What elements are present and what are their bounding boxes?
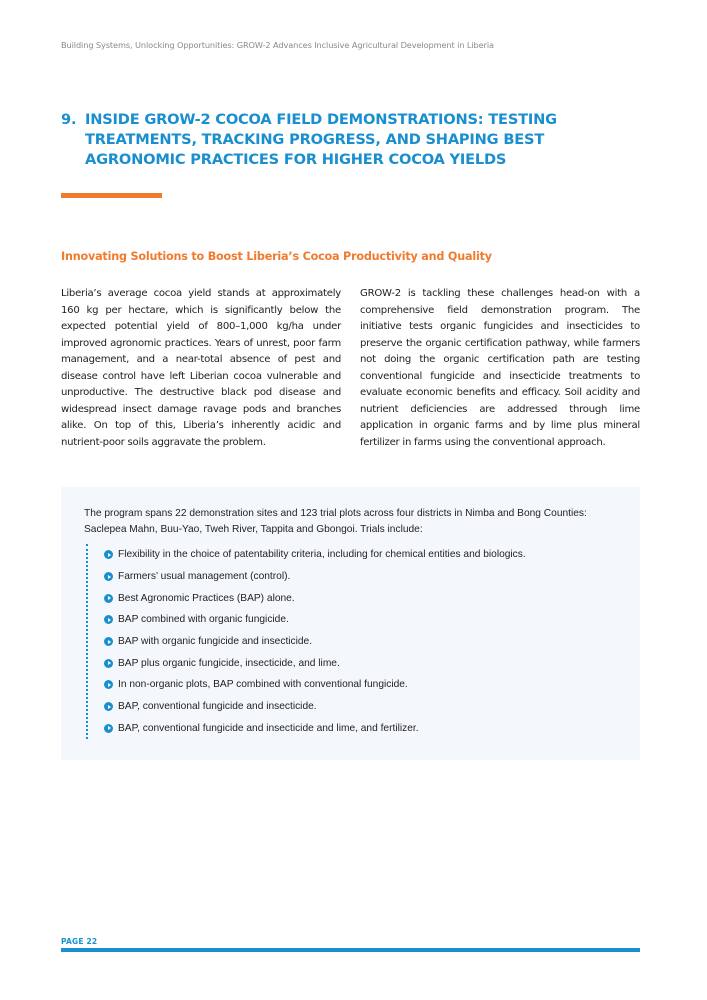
list-item: [104, 631, 526, 653]
circle-play-icon: [104, 724, 113, 733]
body-right-column: GROW-2 is tackling these challenges head-on with a comprehensive field demonstration program. The initiative tests organic fungicides and insecticides to preserve the organic certification pathway, while farmers not doing the organic certification path are testing conventional fungicide and insecticide treatments to evaluate economic benefits and efficacy. Soil acidity and nutrient deficiencies are addressed through lime application in organic farms and by lime plus mineral fertilizer in farms using the conventional approach.: [360, 288, 640, 448]
list-item: [104, 587, 526, 609]
footer-divider: [61, 948, 640, 952]
body-left-column: Liberia’s average cocoa yield stands at approximately 160 kg per hectare, which is significantly below the expected potential yield of 800–1,000 kg/ha under improved agronomic practices. Years of unrest, poor farm management, and a near-total absence of pest and disease control have left Liberian cocoa vulnerable and unproductive. The destructive black pod disease and widespread insect damage ravage pods and branches alike. On top of this, Liberia’s inherently acidic and nutrient-poor soils aggravate the problem.: [61, 288, 341, 448]
list-item: [104, 652, 526, 674]
info-box-intro: The program spans 22 demonstration sites and 123 trial plots across four districts in Nimba and Bong Counties: Saclepea Mahn, Buu-Yao, Tweh River, Tappita and Gbongoi. Trials include:: [84, 508, 587, 535]
circle-play-icon: [104, 680, 113, 689]
list-item-text: BAP combined with organic fungicide.: [118, 614, 289, 626]
circle-play-icon: [104, 637, 113, 646]
list-item-text: Farmers’ usual management (control).: [118, 571, 291, 583]
list-item: [104, 566, 526, 588]
circle-play-icon: [104, 659, 113, 668]
list-item-text: Flexibility in the choice of patentability criteria, including for chemical entities and biologics.: [118, 549, 526, 561]
list-item-text: BAP, conventional fungicide and insecticide.: [118, 701, 317, 713]
list-item-text: BAP with organic fungicide and insecticide.: [118, 636, 313, 648]
title-underline-divider: [61, 193, 162, 198]
list-item-text: Best Agronomic Practices (BAP) alone.: [118, 592, 295, 604]
trials-list: [86, 544, 526, 739]
circle-play-icon: [104, 702, 113, 711]
section-title-text: INSIDE GROW-2 COCOA FIELD DEMONSTRATIONS: TESTING TREATMENTS, TRACKING PROGRESS, AND SHAPING BEST AGRONOMIC PRACTICES FOR HIGHER COCOA YIELDS: [85, 111, 557, 168]
section-title: [61, 110, 641, 170]
list-item: [104, 674, 526, 696]
circle-play-icon: [104, 594, 113, 603]
trials-info-box: [61, 487, 640, 760]
list-item: [104, 544, 526, 566]
list-item: [104, 718, 526, 740]
circle-play-icon: [104, 550, 113, 559]
circle-play-icon: [104, 615, 113, 624]
list-item-text: BAP, conventional fungicide and insecticide and lime, and fertilizer.: [118, 722, 419, 734]
subheading: Innovating Solutions to Boost Liberia’s Cocoa Productivity and Quality: [61, 250, 492, 263]
list-item-text: BAP plus organic fungicide, insecticide, and lime.: [118, 657, 340, 669]
list-item: [104, 609, 526, 631]
list-item-text: In non-organic plots, BAP combined with conventional fungicide.: [118, 679, 408, 691]
list-item: [104, 696, 526, 718]
section-number: 9.: [61, 111, 77, 128]
circle-play-icon: [104, 572, 113, 581]
page-number: PAGE 22: [61, 937, 98, 946]
running-header: Building Systems, Unlocking Opportunities: GROW-2 Advances Inclusive Agricultural Development in Liberia: [61, 40, 494, 50]
